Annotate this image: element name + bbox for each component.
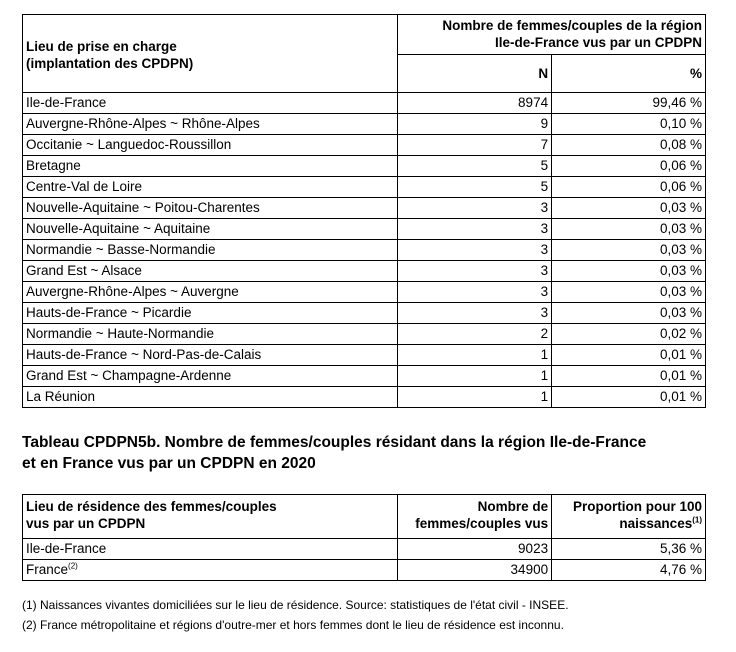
region-label: Ile-de-France <box>23 93 398 114</box>
table-row <box>23 303 706 324</box>
header-count-line1: Nombre de <box>477 499 549 514</box>
header-residence <box>23 495 398 539</box>
region-label: Hauts-de-France ~ Nord-Pas-de-Calais <box>23 345 398 366</box>
table-row <box>23 156 706 177</box>
header-group <box>398 15 706 55</box>
region-label: Auvergne-Rhône-Alpes ~ Rhône-Alpes <box>23 114 398 135</box>
footnote-2: (2) France métropolitaine et régions d'outre-mer et hors femmes dont le lieu de résidence est inconnu. <box>22 618 564 632</box>
region-count: 1 <box>398 345 552 366</box>
footnote-1: (1) Naissances vivantes domiciliées sur le lieu de résidence. Source: statistiques de l'état civil - INSEE. <box>22 598 569 612</box>
region-percent: 0,01 % <box>552 345 706 366</box>
region-count: 8974 <box>398 93 552 114</box>
table-header-row <box>23 15 706 55</box>
region-count: 3 <box>398 219 552 240</box>
table-row <box>23 366 706 387</box>
region-percent: 0,01 % <box>552 366 706 387</box>
residence-table <box>22 494 706 581</box>
region-label: La Réunion <box>23 387 398 408</box>
residence-label-cell <box>23 560 398 581</box>
header-count <box>398 495 552 539</box>
residence-proportion: 5,36 % <box>552 539 706 560</box>
region-count: 2 <box>398 324 552 345</box>
header-residence-line1: Lieu de résidence des femmes/couples <box>26 499 277 514</box>
table-title <box>22 432 722 474</box>
header-pct: % <box>552 55 706 93</box>
region-count: 3 <box>398 303 552 324</box>
table-row <box>23 240 706 261</box>
region-label: Occitanie ~ Languedoc-Roussillon <box>23 135 398 156</box>
region-label: Bretagne <box>23 156 398 177</box>
region-percent: 0,06 % <box>552 177 706 198</box>
region-label: Grand Est ~ Champagne-Ardenne <box>23 366 398 387</box>
table-row <box>23 345 706 366</box>
table-row <box>23 219 706 240</box>
region-count: 3 <box>398 240 552 261</box>
table-title-line1: Tableau CPDPN5b. Nombre de femmes/couples résidant dans la région Ile-de-France <box>22 434 647 451</box>
region-label: Grand Est ~ Alsace <box>23 261 398 282</box>
region-count: 7 <box>398 135 552 156</box>
header-proportion-label: naissances <box>619 516 693 531</box>
region-label: Nouvelle-Aquitaine ~ Poitou-Charentes <box>23 198 398 219</box>
table-row <box>23 198 706 219</box>
table-row <box>23 539 706 560</box>
residence-count: 9023 <box>398 539 552 560</box>
region-label: Hauts-de-France ~ Picardie <box>23 303 398 324</box>
region-percent: 0,06 % <box>552 156 706 177</box>
header-location <box>23 15 398 93</box>
table-row <box>23 261 706 282</box>
table-row <box>23 135 706 156</box>
header-count-line2: femmes/couples vus <box>415 516 549 531</box>
residence-label-cell <box>23 539 398 560</box>
region-percent: 0,03 % <box>552 240 706 261</box>
region-percent: 0,03 % <box>552 261 706 282</box>
region-label: Centre-Val de Loire <box>23 177 398 198</box>
table-title-line2: et en France vus par un CPDPN en 2020 <box>22 455 316 472</box>
table-row <box>23 282 706 303</box>
region-count: 9 <box>398 114 552 135</box>
region-percent: 0,03 % <box>552 303 706 324</box>
regions-table-body <box>23 93 706 408</box>
region-percent: 0,03 % <box>552 198 706 219</box>
region-label: Normandie ~ Haute-Normandie <box>23 324 398 345</box>
table-row <box>23 93 706 114</box>
residence-proportion: 4,76 % <box>552 560 706 581</box>
region-percent: 0,03 % <box>552 219 706 240</box>
region-count: 3 <box>398 198 552 219</box>
footnote-ref: (1) <box>692 515 702 525</box>
header-group-line2: Ile-de-France vus par un CPDPN <box>494 35 702 50</box>
residence-table-body <box>23 539 706 581</box>
regions-table <box>22 14 706 408</box>
region-count: 1 <box>398 366 552 387</box>
region-count: 5 <box>398 177 552 198</box>
region-percent: 0,01 % <box>552 387 706 408</box>
table-header-row <box>23 495 706 539</box>
table-row <box>23 324 706 345</box>
header-n: N <box>398 55 552 93</box>
table-row <box>23 177 706 198</box>
region-count: 3 <box>398 261 552 282</box>
residence-label: France <box>26 562 69 577</box>
header-residence-line2: vus par un CPDPN <box>26 516 146 531</box>
footnote-ref: (2) <box>68 561 78 571</box>
header-location-subtitle: (implantation des CPDPN) <box>26 55 194 71</box>
region-label: Auvergne-Rhône-Alpes ~ Auvergne <box>23 282 398 303</box>
region-count: 1 <box>398 387 552 408</box>
table-row <box>23 114 706 135</box>
region-percent: 99,46 % <box>552 93 706 114</box>
header-proportion-line2 <box>555 515 702 532</box>
table-row <box>23 387 706 408</box>
region-count: 5 <box>398 156 552 177</box>
header-location-title: Lieu de prise en charge <box>26 38 177 54</box>
header-proportion-line1: Proportion pour 100 <box>572 499 702 514</box>
region-percent: 0,02 % <box>552 324 706 345</box>
residence-label: Ile-de-France <box>26 541 107 556</box>
region-percent: 0,10 % <box>552 114 706 135</box>
region-percent: 0,08 % <box>552 135 706 156</box>
region-percent: 0,03 % <box>552 282 706 303</box>
residence-count: 34900 <box>398 560 552 581</box>
region-label: Normandie ~ Basse-Normandie <box>23 240 398 261</box>
header-group-line1: Nombre de femmes/couples de la région <box>442 18 702 33</box>
region-count: 3 <box>398 282 552 303</box>
header-proportion <box>552 495 706 539</box>
table-row <box>23 560 706 581</box>
region-label: Nouvelle-Aquitaine ~ Aquitaine <box>23 219 398 240</box>
